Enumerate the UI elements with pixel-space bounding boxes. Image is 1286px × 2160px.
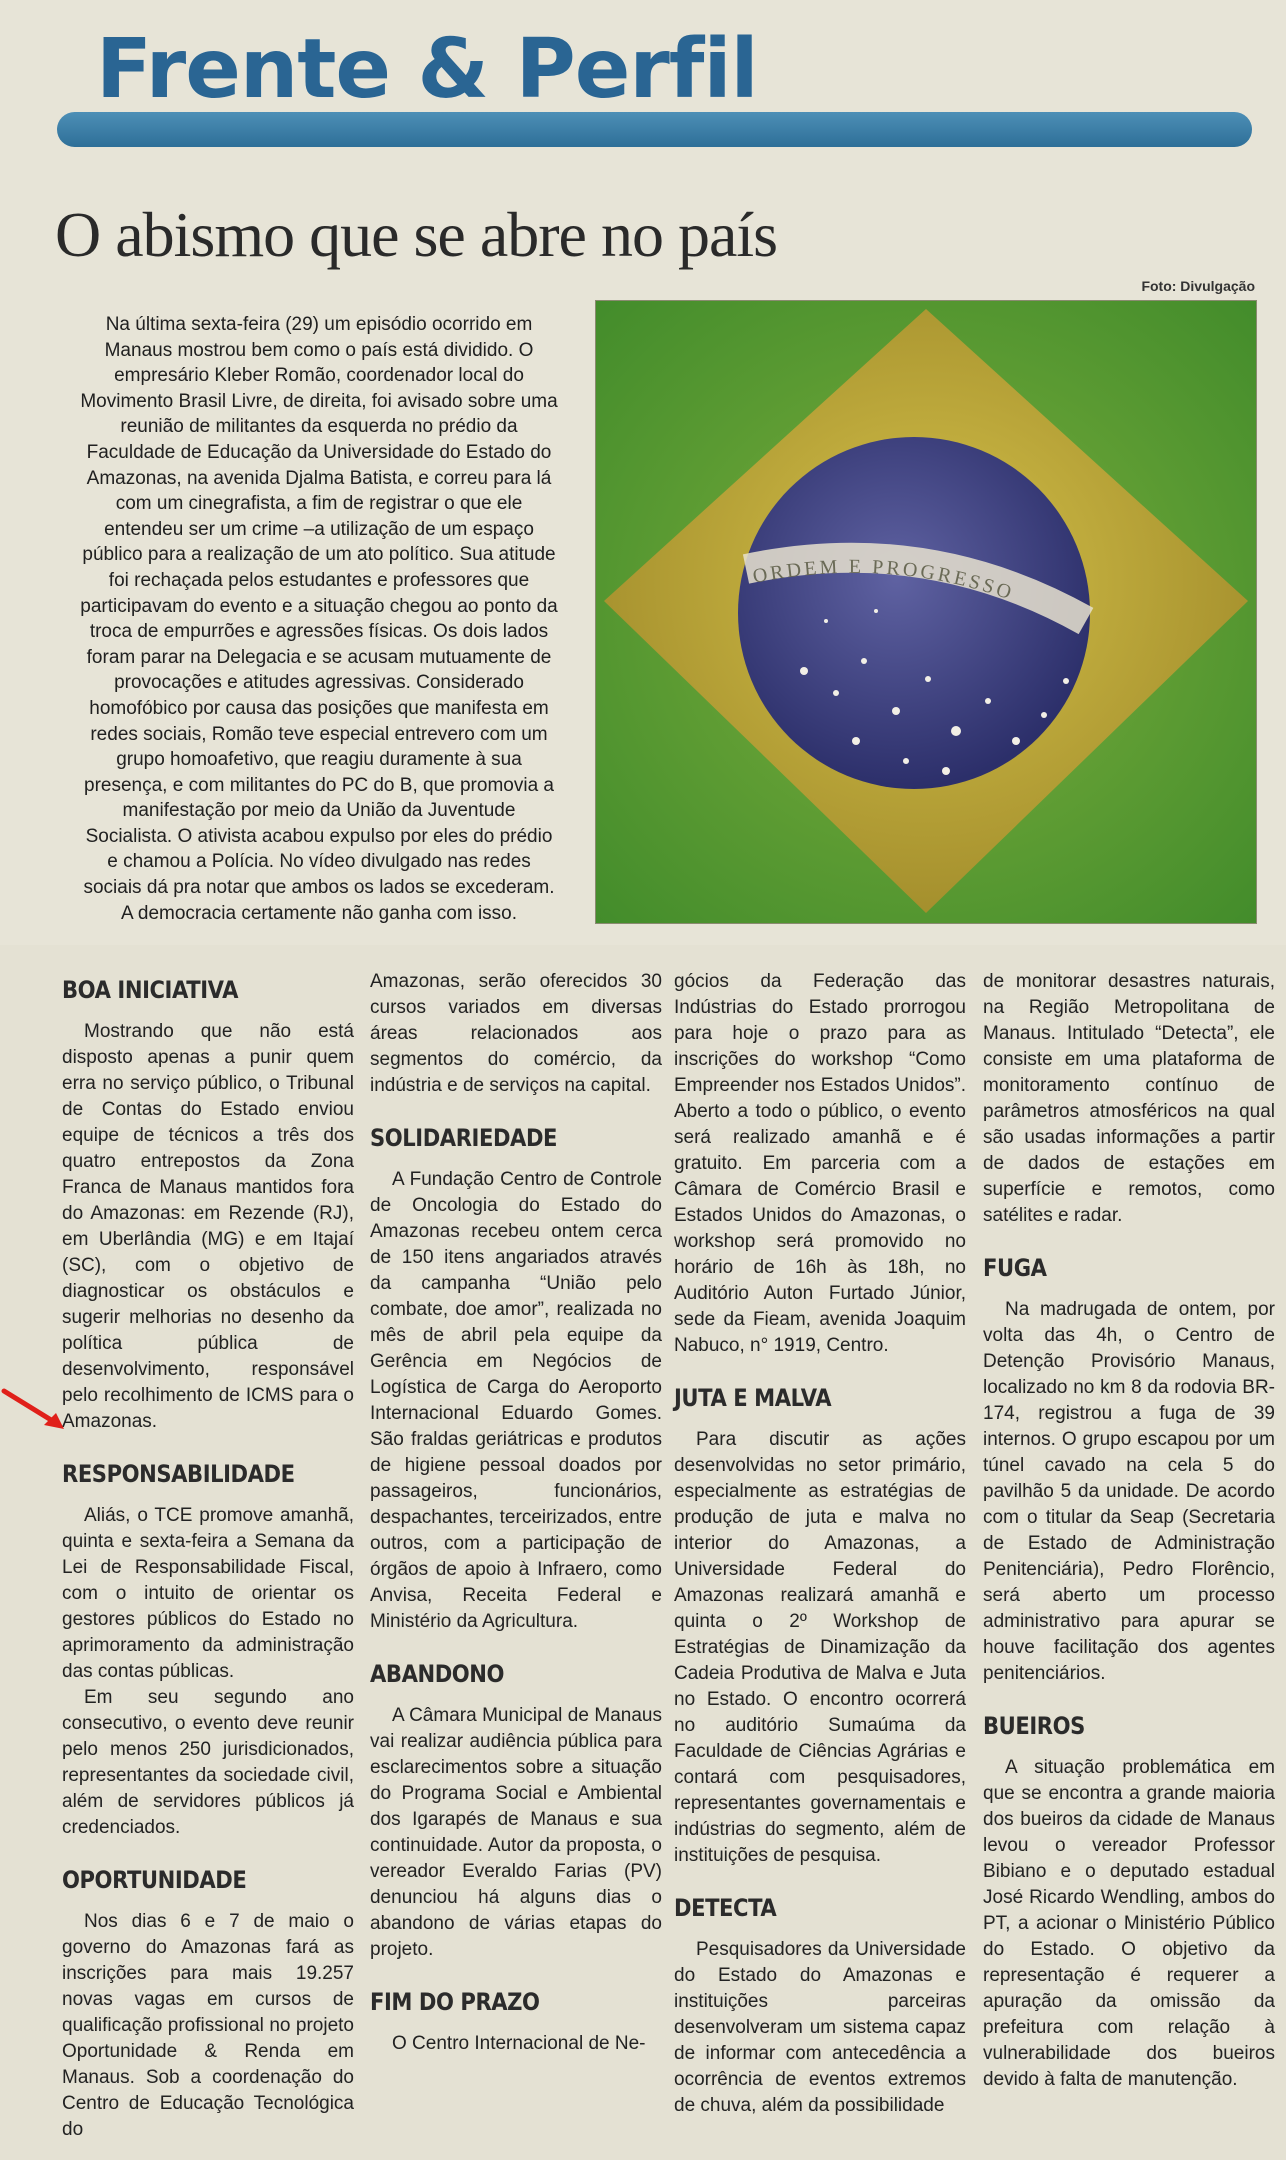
heading-juta-e-malva: JUTA E MALVA bbox=[674, 1384, 832, 1412]
heading-boa-iniciativa: BOA INICIATIVA bbox=[62, 976, 238, 1004]
brazil-flag-photo bbox=[595, 300, 1257, 924]
red-arrow-icon bbox=[0, 1385, 70, 1435]
text-responsabilidade-1: Aliás, o TCE promove amanhã, quinta e sexta-feira a Semana da Lei de Responsabilidade Fiscal, com o intuito de orientar os gestores públicos do Estado no aprimoramento da administração das contas públicas. bbox=[62, 1505, 354, 1682]
heading-oportunidade: OPORTUNIDADE bbox=[62, 1866, 247, 1894]
notes-section bbox=[0, 945, 1286, 2160]
heading-solidariedade: SOLIDARIEDADE bbox=[370, 1124, 558, 1152]
text-boa-iniciativa: Mostrando que não está disposto apenas a punir quem erra no serviço público, o Tribunal de Contas do Estado enviou equipe de técnicos a três dos quatro entrepostos da Zona Franca de Manaus mantidos fora do Amazonas: em Rezende (RJ), em Uberlândia (MG) e em Itajaí (SC), com o objetivo de diagnosticar os obstáculos e sugerir melhorias no desenho da política pública de desenvolvimento, responsável pelo recolhimento de ICMS para o Amazonas. bbox=[62, 1021, 354, 1432]
photo-credit: Foto: Divulgação bbox=[1141, 278, 1255, 294]
heading-bueiros: BUEIROS bbox=[983, 1712, 1085, 1740]
heading-fim-do-prazo: FIM DO PRAZO bbox=[370, 1988, 540, 2016]
heading-abandono: ABANDONO bbox=[370, 1660, 505, 1688]
column-3 bbox=[674, 969, 966, 2119]
text-solidariedade: A Fundação Centro de Controle de Oncologia do Estado do Amazonas recebeu ontem cerca de 150 itens angariados através da campanha “União pelo combate, doe amor”, realizada no mês de abril pela equipe da Gerência em Negócios de Logística de Carga do Aeroporto Internacional Eduardo Gomes. São fraldas geriátricas e produtos de higiene pessoal doados por passageiros, funcionários, despachantes, terceirizados, entre outros, com a participação de órgãos de apoio à Infraero, como Anvisa, Receita Federal e Ministério da Agricultura. bbox=[370, 1169, 662, 1632]
heading-fuga: FUGA bbox=[983, 1254, 1047, 1282]
text-oportunidade: Nos dias 6 e 7 de maio o governo do Amazonas fará as inscrições para mais 19.257 novas vagas em cursos de qualificação profissional no projeto Oportunidade & Renda em Manaus. Sob a coordenação do Centro de Educação Tecnológica do bbox=[62, 1911, 354, 2140]
text-fuga: Na madrugada de ontem, por volta das 4h, o Centro de Detenção Provisório Manaus, localizado no km 8 da rodovia BR-174, registrou a fuga de 39 internos. O grupo escapou por um túnel cavado na cela 5 do pavilhão 5 da unidade. De acordo com o titular da Seap (Secretaria de Estado de Administração Penitenciária), Pedro Florêncio, será aberto um processo administrativo para apurar se houve facilitação dos agentes penitenciários. bbox=[983, 1299, 1275, 1684]
text-fim-do-prazo: O Centro Internacional de Ne- bbox=[392, 2033, 646, 2054]
text-fim-do-prazo-cont: gócios da Federação das Indústrias do Estado prorrogou para hoje o prazo para as inscrições do workshop “Como Empreender nos Estados Unidos”. Aberto a todo o público, o evento será realizado amanhã e é gratuito. Em parceria com a Câmara de Comércio Brasil e Estados Unidos do Amazonas, o workshop será promovido no horário de 16h às 18h, no Auditório Auton Furtado Júnior, sede da Fieam, avenida Joaquim Nabuco, n° 1919, Centro. bbox=[674, 971, 966, 1356]
text-juta-e-malva: Para discutir as ações desenvolvidas no setor primário, especialmente as estratégias de produção de juta e malva no interior do Amazonas, a Universidade Federal do Amazonas realizará amanhã e quinta o 2º Workshop de Estratégias de Dinamização da Cadeia Produtiva de Malva e Juta no Estado. O encontro ocorrerá no auditório Sumaúma da Faculdade de Ciências Agrárias e contará com pesquisadores, representantes governamentais e indústrias do segmento, além de instituições de pesquisa. bbox=[674, 1429, 966, 1866]
flag-motto-text: ORDEM E PROGRESSO bbox=[751, 555, 1017, 605]
top-clipping bbox=[0, 0, 1286, 945]
text-abandono: A Câmara Municipal de Manaus vai realizar audiência pública para esclarecimentos sobre a situação do Programa Social e Ambiental dos Igarapés de Manaus e sua continuidade. Autor da proposta, o vereador Everaldo Farias (PV) denunciou há alguns dias o abandono de várias etapas do projeto. bbox=[370, 1705, 662, 1960]
section-title: Frente & Perfil bbox=[96, 22, 758, 117]
column-1 bbox=[62, 975, 354, 2143]
text-bueiros: A situação problemática em que se encontra a grande maioria dos bueiros da cidade de Manaus levou o vereador Professor Bibiano e o deputado estadual José Ricardo Wendling, ambos do PT, a acionar o Ministério Público do Estado. O objetivo da representação é requerer a apuração da omissão da prefeitura com relação à vulnerabilidade dos bueiros devido à falta de manutenção. bbox=[983, 1757, 1275, 2090]
column-4 bbox=[983, 969, 1275, 2093]
heading-responsabilidade: RESPONSABILIDADE bbox=[62, 1460, 295, 1488]
intro-editorial: Na última sexta-feira (29) um episódio ocorrido em Manaus mostrou bem como o país está dividido. O empresário Kleber Romão, coordenador local do Movimento Brasil Livre, de direita, foi avisado sobre uma reunião de militantes da esquerda no prédio da Faculdade de Educação da Universidade do Estado do Amazonas, na avenida Djalma Batista, e correu para lá com um cinegrafista, a fim de registrar o que ele entendeu ser um crime –a utilização de um espaço público para a realização de um ato político. Sua atitude foi rechaçada pelos estudantes e professores que participavam do evento e a situação chegou ao ponto da troca de empurrões e agressões físicas. Os dois lados foram parar na Delegacia e se acusam mutuamente de provocações e atitudes agressivas. Considerado homofóbico por causa das posições que manifesta em redes sociais, Romão teve especial entrevero com um grupo homoafetivo, que reagiu duramente à sua presença, e com militantes do PC do B, que promovia a manifestação por meio da União da Juventude Socialista. O ativista acabou expulso por eles do prédio e chamou a Polícia. No vídeo divulgado nas redes sociais dá pra notar que ambos os lados se excederam. A democracia certamente não ganha com isso. bbox=[80, 314, 558, 924]
text-responsabilidade-2: Em seu segundo ano consecutivo, o evento deve reunir pelo menos 250 jurisdicionados, representantes da sociedade civil, além de servidores públicos já credenciados. bbox=[62, 1687, 354, 1838]
text-oportunidade-cont: Amazonas, serão oferecidos 30 cursos variados em diversas áreas relacionados aos segmentos do comércio, da indústria e de serviços na capital. bbox=[370, 971, 662, 1096]
column-2 bbox=[370, 969, 662, 2057]
text-detecta: Pesquisadores da Universidade do Estado do Amazonas e instituições parceiras desenvolveram um sistema capaz de informar com antecedência a ocorrência de eventos extremos de chuva, além da possibilidade bbox=[674, 1939, 966, 2116]
heading-detecta: DETECTA bbox=[674, 1894, 777, 1922]
text-detecta-cont: de monitorar desastres naturais, na Região Metropolitana de Manaus. Intitulado “Detecta”, ele consiste em uma plataforma de monitoramento contínuo de parâmetros atmosféricos na qual são usadas informações a partir de dados de estações em superfície e remotos, como satélites e radar. bbox=[983, 971, 1275, 1226]
flag-illustration bbox=[596, 301, 1256, 923]
headline: O abismo que se abre no país bbox=[55, 199, 778, 270]
